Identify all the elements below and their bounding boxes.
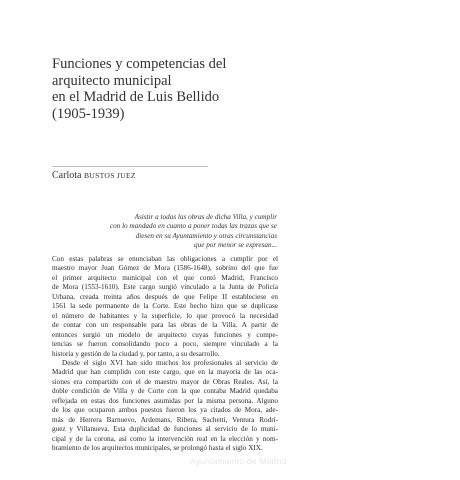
body-line: Madrid que han cumplido con este cargo, que en la mayoría de las oca-: [52, 368, 278, 377]
author-last-name: BUSTOS JUEZ: [83, 171, 136, 180]
body-line: de contar con un responsable para las obras de la Villa. A partir de: [52, 321, 278, 330]
body-line: siones era compartido con el de maestro mayor de Obras Reales. Así, la: [52, 377, 278, 386]
epigraph-line: con lo mandado en cuanto a poner todas las trazas que se: [109, 222, 277, 231]
body-line: historia y gestión de la ciudad y, por tanto, a su desarrollo.: [52, 349, 220, 358]
body-line: 1561 la sede permanente de la Corte. Este hecho hizo que se duplicase: [52, 302, 278, 311]
epigraph-line: Asistir a todas las obras de dicha Villa, y cumplir: [134, 213, 277, 221]
body-line: reflejada en estas dos funciones asumidas por la misma persona. Alguno: [52, 396, 278, 405]
body-line: cipal y de la corona, así como la intervención real en la elección y nom-: [52, 434, 278, 443]
title-divider: [52, 166, 208, 167]
body-line: tencias se fueron consolidando poco a poco, siempre vinculado a la: [52, 340, 278, 349]
body-line: guez y Villanueva. Esta duplicidad de funciones al servicio de lo muni-: [52, 425, 278, 434]
footer-watermark: Ayuntamiento de Madrid: [190, 456, 287, 466]
epigraph-line: diesen en su Ayuntamiento y otras circunstancias: [135, 231, 277, 240]
title-line: arquitecto municipal: [52, 72, 172, 89]
body-line: Con estas palabras se enunciaban las obligaciones a cumplir por el: [52, 255, 278, 263]
body-line: Urbana, creada treinta años después de que Felipe II estableciese en: [52, 292, 278, 301]
article-title: [52, 56, 272, 122]
title-line: Funciones y competencias del: [52, 56, 227, 72]
body-line: el primer arquitecto municipal con el que contó Madrid, Francisco: [52, 273, 278, 282]
body-line: el número de habitantes y la superficie, lo que provocó la necesidad: [52, 311, 278, 320]
epigraph-line: que por menor se expresan...: [194, 240, 277, 249]
author-first-name: Carlota: [52, 170, 82, 181]
title-line: en el Madrid de Luis Bellido: [52, 89, 220, 105]
body-line: entonces surgió un modelo de arquitecto cuyas funciones y compe-: [52, 330, 278, 339]
body-line: maestro mayor Juan Gómez de Mora (1586-1648), sobrino del que fue: [52, 264, 278, 273]
body-line: Desde el siglo XVI han sido muchos los profesionales al servicio de: [62, 358, 278, 367]
body-line: doble condición de Villa y de Corte con la que contaba Madrid quedaba: [52, 387, 278, 396]
body-line: bramiento de los arquitectos municipales, se prolongó hasta el siglo XIX.: [52, 444, 263, 453]
body-line: más de Herrera Barnuevo, Ardemans, Ribera, Sachetti, Ventura Rodrí-: [52, 415, 278, 424]
body-line: de los que ocuparon ambos puestos fueron los ya citados de Mora, ade-: [52, 406, 278, 415]
body-text: [52, 255, 278, 454]
author-name: [52, 170, 136, 181]
body-line: de Mora (1553-1610). Este cargo surgió vinculado a la Junta de Policía: [52, 283, 278, 292]
title-line: (1905-1939): [52, 105, 125, 122]
epigraph: [47, 213, 277, 250]
